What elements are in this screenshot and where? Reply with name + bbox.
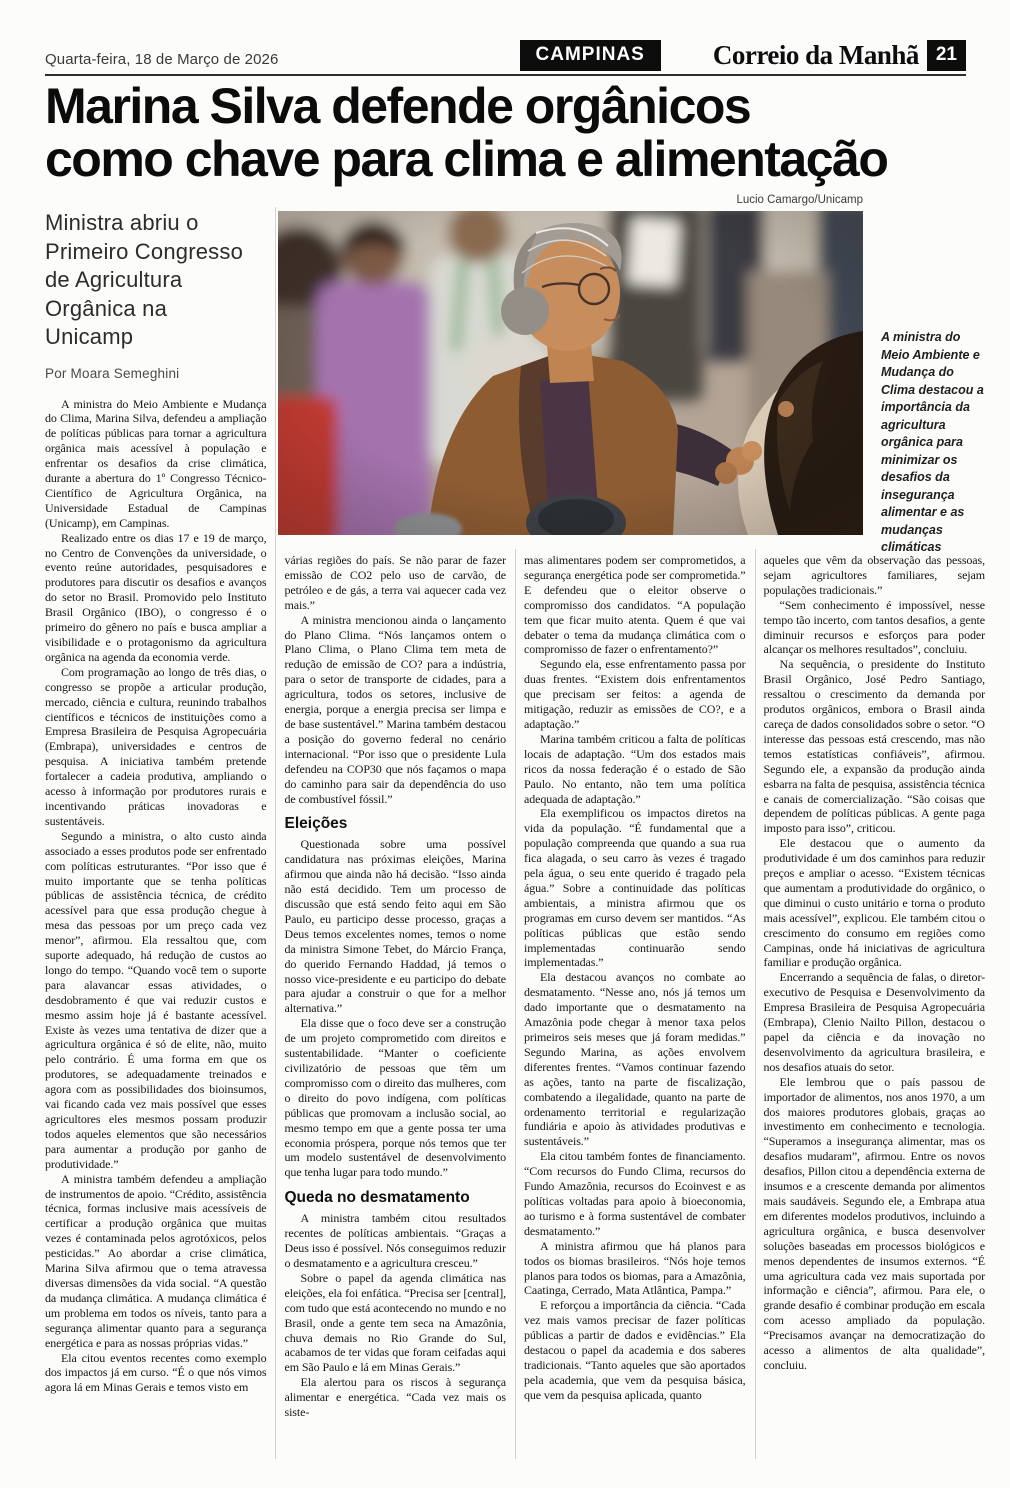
- photo-caption: A ministra do Meio Ambiente e Mudança do Clima destacou a importância da agricultura orgânica para minimizar os desafios da insegurança alimentar e as mudanças climáticas: [881, 330, 984, 554]
- header-right: [520, 40, 966, 71]
- article-column-1: [45, 205, 267, 1420]
- photo-vignette: [278, 211, 863, 535]
- article-paragraph: “Sem conhecimento é impossível, nesse tempo tão incerto, com tantos desafios, a gente diminuir recursos e esforços para poder alcançar os melhores resultados”, concluiu.: [763, 597, 985, 657]
- article-deck: Ministra abriu o Primeiro Congresso de Agricultura Orgânica na Unicamp: [45, 210, 244, 349]
- article-paragraph: Ela citou eventos recentes como exemplo dos impactos já em curso. “É o que nós vimos agora lá em Minas Gerais e temos visto em: [45, 1350, 267, 1395]
- article-paragraph: Ela disse que o foco deve ser a construção de um projeto comprometido com direitos e sustentabilidade. “Manter o coeficiente civilizatório de pessoas que têm um compromisso com o direito das mulheres, com o direito do povo indígena, com políticas públicas que promovam a inclusão social, ao mesmo tempo em que a gente possa ter uma economia próspera, porque nós temos que ter um modelo sustentável de desenvolvimento que tenha lugar para todo mundo.”: [284, 1016, 506, 1180]
- article-paragraph: Ela destacou avanços no combate ao desmatamento. “Nesse ano, nós já temos um dado importante que o desmatamento na Amazônia pode chegar à menor taxa pelos primeiros seis meses que já foram medidas.” Segundo Marina, as ações envolvem diferentes frentes. “Vamos continuar fazendo as ações, tanto na parte de fiscalização, combatendo a ilegalidade, quanto na parte de ordenamento territorial e regularização fundiária e apoio às atividades produtivas e sustentáveis.”: [524, 970, 746, 1149]
- article-paragraph: A ministra do Meio Ambiente e Mudança do Clima, Marina Silva, defendeu a ampliação de políticas públicas para tornar a agricultura orgânica mais acessível à população e enfrentar os desafios da crise climática, durante a abertura do 1º Congresso Técnico-Científico de Agricultura Orgânica, na Universidade Estadual de Campinas (Unicamp), em Campinas.: [45, 396, 267, 530]
- article-paragraph: Ela citou também fontes de financiamento. “Com recursos do Fundo Clima, recursos do Fundo Amazônia, recursos do Ecoinvest e as políticas voltadas para apoio à bioeconomia, ao turismo e à forma sustentável de combater desmatamento.”: [524, 1149, 746, 1238]
- article-paragraph: mas alimentares podem ser comprometidos, a segurança energética pode ser comprometida.” E defendeu que o eleitor observe o compromisso dos candidatos. “A população tem que ficar muito atenta. Quem é que vai debater o tema da mudança climática com o compromisso de fazer o enfrentamento?”: [524, 553, 746, 657]
- article-paragraph: Ele lembrou que o país passou de importador de alimentos, nos anos 1970, a um dos maiores produtores globais, graças ao investimento em conhecimento e tecnologia. “Superamos a insegurança alimentar, mas os desafios mudaram”, afirmou. Entre os novos desafios, Pillon citou a dependência externa de insumos e a crescente demanda por alimentos mais saudáveis. Segundo ele, a Embrapa atua em diferentes modelos produtivos, incluindo a agricultura orgânica, e busca desenvolver soluções baseadas em processos biológicos e menos dependentes de insumos externos. “É uma agricultura cada vez mais suportada por informação e ciência”, afirmou. Para ele, o grande desafio é combinar produção em escala com acesso ampliado da população. “Precisamos avançar na democratização do acesso a alimentos de alta qualidade”, concluiu.: [763, 1074, 985, 1372]
- article-paragraph: várias regiões do país. Se não parar de fazer emissão de CO2 pelo uso de carvão, de petróleo e de gás, a terra vai aquecer cada vez mais.”: [284, 553, 506, 612]
- article-paragraph: Realizado entre os dias 17 e 19 de março, no Centro de Convenções da universidade, o evento reúne autoridades, pesquisadores e produtores para discutir os desafios e avanços do setor no Brasil. Promovido pelo Instituto Brasil Orgânico (IBO), o congresso é o primeiro do gênero no país e busca ampliar a visibilidade e o protagonismo da agricultura orgânica na agenda da economia verde.: [45, 530, 267, 664]
- article-paragraph: Segundo a ministra, o alto custo ainda associado a esses produtos pode ser enfrentado com políticas estruturantes. “Por isso que é muito importante que se tenha políticas públicas de assistência técnica, de crédito acessível para que essa produção chegue à mesa das pessoas por um preço cada vez menor”, afirmou. Ela ressaltou que, com suporte adequado, há redução de custos ao longo do tempo. “Quando você tem o suporte para alavancar essas atividades, o desdobramento é que vai reduzir custos e mesmo assim hoje já é bastante acessível. Existe às vezes uma tentativa de dizer que a agricultura orgânica é só de elite, não, muito pelo contrário. É uma forma em que os produtores, se adequadamente treinados e agora com as possibilidades dos bioinsumos, vai ficando cada vez mais possível que esses agricultores eles mesmos possam produzir todos aqueles elementos que são necessários para aumentar a produção por ganho de produtividade.”: [45, 828, 267, 1171]
- article-photo: [278, 211, 863, 535]
- section-badge: CAMPINAS: [520, 40, 661, 71]
- article-paragraph: Com programação ao longo de três dias, o congresso se propõe a articular produção, mercado, ciência e cultura, reunindo trabalhos científicos e técnicos de instituições como a Empresa Brasileira de Pesquisa Agropecuária (Embrapa), universidades e centros de pesquisa. A iniciativa também pretende fortalecer a cadeia produtiva, ampliando o acesso à informação por produtores rurais e incentivando práticas inovadoras e sustentáveis.: [45, 664, 267, 828]
- article-content: [45, 194, 985, 1465]
- article-paragraph: Encerrando a sequência de falas, o diretor-executivo de Pesquisa e Desenvolvimento da Empresa Brasileira de Pesquisa Agropecuária (Embrapa), Clenio Nailto Pillon, destacou o papel da ciência e da inovação no desenvolvimento da agricultura brasileira, e nos desafios atuais do setor.: [763, 970, 985, 1074]
- article-paragraph: Ela exemplificou os impactos diretos na vida da população. “É fundamental que a população compreenda que quando a sua rua fica alagada, o seu carro às vezes é tragado pela água, o seu ente querido é tragado pela água.” Sobre a continuidade das políticas ambientais, a ministra afirmou que os programas em curso devem ser mantidos. “As políticas públicas que estão sendo implementadas continuarão sendo implementadas.”: [524, 806, 746, 970]
- newspaper-masthead: Correio da Manhã: [712, 39, 919, 70]
- column-rule: [515, 549, 516, 1459]
- article-paragraph: Questionada sobre uma possível candidatura nas próximas eleições, Marina afirmou que ainda não há decisão. “Isso ainda não está decidido. Tem um processo de discussão que está sendo feito aqui em São Paulo, eu participo desse processo, graças a Deus temos excelentes nomes, temos o nome da ministra Simone Tebet, do Márcio França, do querido Fernando Haddad, já temos o nosso vice-presidente e eu participo do debate para ajudar a construir o que for a melhor alternativa.”: [284, 837, 506, 1016]
- article-paragraph: A ministra também defendeu a ampliação de instrumentos de apoio. “Crédito, assistência técnica, formas inclusive mais acessíveis de certificar a produção orgânica que muitas vezes é contaminada pelos agrotóxicos, pelos pesticidas.” Ao abordar a crise climática, Marina Silva afirmou que o tema atravessa diversas dimensões da vida social. “A questão da mudança climática. A mudança climática é um problema em todos os níveis, tanto para a segurança alimentar quanto para a segurança energética e para as nossas próprias vidas.”: [45, 1171, 267, 1350]
- article-paragraph: A ministra afirmou que há planos para todos os biomas brasileiros. “Nós hoje temos planos para todos os biomas, para a Amazônia, Caatinga, Cerrado, Mata Atlântica, Pampa.”: [524, 1238, 746, 1298]
- headline-line-2: como chave para clima e alimentação: [45, 131, 888, 187]
- column-1-body: [45, 397, 267, 1396]
- section-crosshead: Eleições: [284, 815, 348, 833]
- photo-illustration: [278, 211, 863, 535]
- article-paragraph: Na sequência, o presidente do Instituto Brasil Orgânico, José Pedro Santiago, ressaltou o crescimento da demanda por produtos orgânicos, embora o Brasil ainda careça de dados consolidados sobre o setor. “O interesse das pessoas está crescendo, mas não temos estatísticas confiáveis”, afirmou. Segundo ele, a expansão da produção ainda esbarra na falta de pesquisa, assistência técnica e canais de comercialização. “São coisas que dependem de políticas públicas. A gente paga imposto para isso”, criticou.: [763, 657, 985, 836]
- article-paragraph: Ela alertou para os riscos à segurança alimentar e energética. “Cada vez mais os siste-: [284, 1375, 506, 1420]
- article-paragraph: A ministra também citou resultados recentes de políticas ambientais. “Graças a Deus isso é possível. Nós conseguimos reduzir o desmatamento e a agricultura cresceu.”: [284, 1211, 506, 1270]
- photo-credit: Lucio Camargo/Unicamp: [736, 194, 863, 206]
- article-paragraph: E reforçou a importância da ciência. “Cada vez mais vamos precisar de fazer políticas públicas a partir de dados e evidências.” Ela destacou o papel da academia e dos saberes tradicionais. “Tanto aqueles que são aportados pela academia, que vem da pesquisa básica, que vem da pesquisa aplicada, quanto: [524, 1298, 746, 1402]
- article-paragraph: Marina também criticou a falta de políticas locais de adaptação. “Um dos estados mais ricos da nossa federação é o estado de São Paulo. No entanto, não tem uma política adequada de adaptação.”: [524, 731, 746, 806]
- article-headline: [45, 80, 985, 186]
- column-rule: [755, 549, 756, 1459]
- headline-line-1: Marina Silva defende orgânicos: [45, 78, 751, 134]
- section-crosshead: Queda no desmatamento: [284, 1189, 470, 1207]
- article-paragraph: Ele destacou que o aumento da produtividade é um dos caminhos para reduzir preços e ampliar o acesso. “Existem técnicas que aumentam a produtividade do orgânico, o que diminui o custo unitário e torna o produto mais acessível”, explicou. Ele também citou o crescimento do consumo em regiões como Campinas, onde há iniciativas de agricultura familiar e produção orgânica.: [763, 836, 985, 970]
- byline: Por Moara Semeghini: [45, 365, 180, 381]
- header-rule: [45, 74, 966, 76]
- article-paragraph: Segundo ela, esse enfrentamento passa por duas frentes. “Existem dois enfrentamentos que precisam ser feitos: a agenda de mitigação, reduzir as emissões de CO?, e a adaptação.”: [524, 657, 746, 731]
- article-paragraph: A ministra mencionou ainda o lançamento do Plano Clima. “Nós lançamos ontem o Plano Clima, o Plano Clima tem meta de redução de emissão de CO? para a indústria, para o setor de transporte de cidades, para a agricultura, todos os setores, inclusive de energia, porque a energia precisa ser limpa e de base sustentável.” Marina também destacou a posição do governo federal no cenário internacional. “Por isso que o presidente Lula defendeu na COP30 que nós façamos o mapa do caminho para sair da dependência do uso de combustível fóssil.”: [284, 612, 506, 806]
- column-rule: [275, 207, 276, 1459]
- article-paragraph: aqueles que vêm da observação das pessoas, sejam agricultores familiares, sejam populações tradicionais.”: [763, 553, 985, 597]
- edition-date: Quarta-feira, 18 de Março de 2026: [45, 51, 279, 68]
- page-number-badge: 21: [927, 40, 966, 71]
- article-paragraph: Sobre o papel da agenda climática nas eleições, ela foi enfática. “Precisa ser [central], com tudo que está acontecendo no mundo e no Brasil, onde a gente tem seca na Amazônia, chuva demais no Rio Grande do Sul, acabamos de ter vidas que foram ceifadas aqui em São Paulo e lá em Minas Gerais.”: [284, 1270, 506, 1375]
- page-header: [45, 40, 966, 70]
